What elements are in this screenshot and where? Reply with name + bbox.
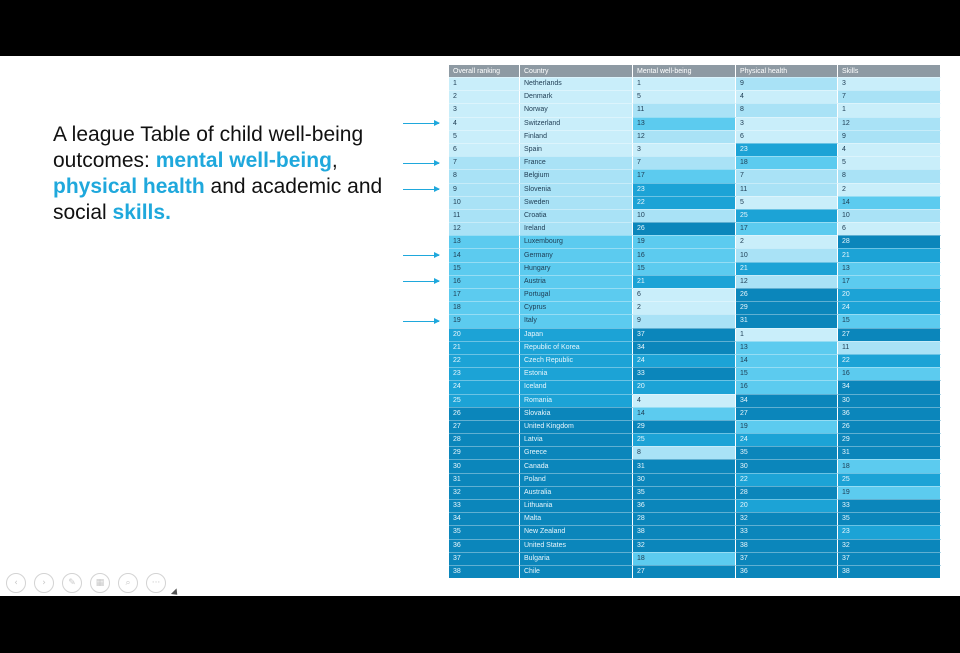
physical-cell: 16 xyxy=(736,380,838,393)
rank-cell: 6 xyxy=(449,143,520,156)
mental-cell: 27 xyxy=(633,565,736,578)
mental-cell: 25 xyxy=(633,433,736,446)
physical-cell: 29 xyxy=(736,301,838,314)
skills-cell: 7 xyxy=(838,90,941,103)
country-cell: Switzerland xyxy=(520,117,633,130)
rank-cell: 36 xyxy=(449,539,520,552)
skills-cell: 30 xyxy=(838,394,941,407)
country-cell: Belgium xyxy=(520,169,633,182)
mental-cell: 4 xyxy=(633,394,736,407)
rank-cell: 15 xyxy=(449,262,520,275)
country-cell: Japan xyxy=(520,328,633,341)
rank-cell: 11 xyxy=(449,209,520,222)
physical-cell: 28 xyxy=(736,486,838,499)
table-row xyxy=(449,459,941,472)
mental-cell: 6 xyxy=(633,288,736,301)
skills-cell: 32 xyxy=(838,539,941,552)
table-row xyxy=(449,275,941,288)
skills-cell: 21 xyxy=(838,248,941,261)
physical-cell: 33 xyxy=(736,525,838,538)
arrow-icon xyxy=(403,163,439,164)
mental-cell: 20 xyxy=(633,380,736,393)
table-row xyxy=(449,222,941,235)
physical-cell: 22 xyxy=(736,473,838,486)
country-cell: New Zealand xyxy=(520,525,633,538)
country-cell: Spain xyxy=(520,143,633,156)
rank-cell: 28 xyxy=(449,433,520,446)
title-highlight-mental: mental well-being xyxy=(155,149,332,172)
rank-cell: 35 xyxy=(449,525,520,538)
skills-cell: 5 xyxy=(838,156,941,169)
header-country: Country xyxy=(520,65,633,77)
table-row xyxy=(449,235,941,248)
rank-cell: 20 xyxy=(449,328,520,341)
rank-cell: 31 xyxy=(449,473,520,486)
physical-cell: 25 xyxy=(736,209,838,222)
country-cell: Norway xyxy=(520,103,633,116)
physical-cell: 35 xyxy=(736,446,838,459)
table-row xyxy=(449,209,941,222)
country-cell: Latvia xyxy=(520,433,633,446)
country-cell: Czech Republic xyxy=(520,354,633,367)
more-options-icon[interactable]: ··· xyxy=(146,573,166,593)
skills-cell: 18 xyxy=(838,459,941,472)
skills-cell: 34 xyxy=(838,380,941,393)
country-cell: Slovenia xyxy=(520,183,633,196)
physical-cell: 26 xyxy=(736,288,838,301)
mental-cell: 28 xyxy=(633,512,736,525)
physical-cell: 18 xyxy=(736,156,838,169)
title-highlight-physical: physical health xyxy=(53,175,205,198)
mental-cell: 29 xyxy=(633,420,736,433)
physical-cell: 5 xyxy=(736,196,838,209)
mental-cell: 18 xyxy=(633,552,736,565)
mental-cell: 37 xyxy=(633,328,736,341)
physical-cell: 9 xyxy=(736,77,838,90)
rank-cell: 22 xyxy=(449,354,520,367)
country-cell: United States xyxy=(520,539,633,552)
mental-cell: 15 xyxy=(633,262,736,275)
header-overall-ranking: Overall ranking xyxy=(449,65,520,77)
skills-cell: 8 xyxy=(838,169,941,182)
physical-cell: 36 xyxy=(736,565,838,578)
skills-cell: 1 xyxy=(838,103,941,116)
header-mental-well-being: Mental well-being xyxy=(633,65,736,77)
physical-cell: 21 xyxy=(736,262,838,275)
table-row xyxy=(449,328,941,341)
table-row xyxy=(449,354,941,367)
title-text-3: and academic and social xyxy=(53,175,383,224)
rank-cell: 16 xyxy=(449,275,520,288)
rank-cell: 13 xyxy=(449,235,520,248)
skills-cell: 19 xyxy=(838,486,941,499)
country-cell: Denmark xyxy=(520,90,633,103)
country-cell: Croatia xyxy=(520,209,633,222)
skills-cell: 9 xyxy=(838,130,941,143)
country-cell: Australia xyxy=(520,486,633,499)
skills-cell: 24 xyxy=(838,301,941,314)
table-row xyxy=(449,525,941,538)
country-cell: Cyprus xyxy=(520,301,633,314)
mental-cell: 16 xyxy=(633,248,736,261)
mental-cell: 17 xyxy=(633,169,736,182)
country-cell: France xyxy=(520,156,633,169)
mental-cell: 1 xyxy=(633,77,736,90)
slides-grid-icon[interactable]: ▦ xyxy=(90,573,110,593)
country-cell: Portugal xyxy=(520,288,633,301)
mental-cell: 8 xyxy=(633,446,736,459)
title-text-1: A league Table of child well-being outcomes: xyxy=(53,123,364,172)
slide-title xyxy=(53,122,398,226)
country-cell: Hungary xyxy=(520,262,633,275)
country-cell: Italy xyxy=(520,314,633,327)
country-cell: Sweden xyxy=(520,196,633,209)
table-row xyxy=(449,196,941,209)
rank-cell: 38 xyxy=(449,565,520,578)
physical-cell: 27 xyxy=(736,407,838,420)
table-row xyxy=(449,314,941,327)
mental-cell: 31 xyxy=(633,459,736,472)
table-row xyxy=(449,183,941,196)
mental-cell: 12 xyxy=(633,130,736,143)
league-table xyxy=(449,65,941,578)
mental-cell: 3 xyxy=(633,143,736,156)
zoom-icon[interactable]: ⌕ xyxy=(118,573,138,593)
rank-cell: 34 xyxy=(449,512,520,525)
rank-cell: 5 xyxy=(449,130,520,143)
rank-cell: 14 xyxy=(449,248,520,261)
table-row xyxy=(449,539,941,552)
table-row xyxy=(449,394,941,407)
skills-cell: 13 xyxy=(838,262,941,275)
rank-cell: 19 xyxy=(449,314,520,327)
skills-cell: 10 xyxy=(838,209,941,222)
skills-cell: 2 xyxy=(838,183,941,196)
skills-cell: 12 xyxy=(838,117,941,130)
skills-cell: 3 xyxy=(838,77,941,90)
mental-cell: 11 xyxy=(633,103,736,116)
skills-cell: 26 xyxy=(838,420,941,433)
skills-cell: 25 xyxy=(838,473,941,486)
table-row xyxy=(449,420,941,433)
country-cell: Romania xyxy=(520,394,633,407)
country-cell: Ireland xyxy=(520,222,633,235)
physical-cell: 8 xyxy=(736,103,838,116)
table-row xyxy=(449,473,941,486)
mental-cell: 35 xyxy=(633,486,736,499)
rank-cell: 9 xyxy=(449,183,520,196)
rank-cell: 18 xyxy=(449,301,520,314)
skills-cell: 33 xyxy=(838,499,941,512)
physical-cell: 13 xyxy=(736,341,838,354)
mental-cell: 19 xyxy=(633,235,736,248)
table-row xyxy=(449,367,941,380)
country-cell: Canada xyxy=(520,459,633,472)
table-row xyxy=(449,499,941,512)
country-cell: Slovakia xyxy=(520,407,633,420)
country-cell: Finland xyxy=(520,130,633,143)
skills-cell: 27 xyxy=(838,328,941,341)
physical-cell: 12 xyxy=(736,275,838,288)
physical-cell: 6 xyxy=(736,130,838,143)
skills-cell: 4 xyxy=(838,143,941,156)
country-cell: Bulgaria xyxy=(520,552,633,565)
physical-cell: 10 xyxy=(736,248,838,261)
table-row xyxy=(449,169,941,182)
table-row xyxy=(449,407,941,420)
mental-cell: 9 xyxy=(633,314,736,327)
skills-cell: 28 xyxy=(838,235,941,248)
header-physical-health: Physical health xyxy=(736,65,838,77)
skills-cell: 15 xyxy=(838,314,941,327)
rank-cell: 21 xyxy=(449,341,520,354)
rank-cell: 33 xyxy=(449,499,520,512)
country-cell: Poland xyxy=(520,473,633,486)
rank-cell: 30 xyxy=(449,459,520,472)
arrow-icon xyxy=(403,123,439,124)
skills-cell: 14 xyxy=(838,196,941,209)
table-row xyxy=(449,433,941,446)
country-cell: Netherlands xyxy=(520,77,633,90)
table-row xyxy=(449,77,941,90)
rank-cell: 17 xyxy=(449,288,520,301)
table-row xyxy=(449,301,941,314)
country-cell: Germany xyxy=(520,248,633,261)
skills-cell: 29 xyxy=(838,433,941,446)
physical-cell: 2 xyxy=(736,235,838,248)
rank-cell: 27 xyxy=(449,420,520,433)
table-row xyxy=(449,565,941,578)
skills-cell: 16 xyxy=(838,367,941,380)
physical-cell: 37 xyxy=(736,552,838,565)
mental-cell: 34 xyxy=(633,341,736,354)
mouse-cursor-icon xyxy=(171,588,180,596)
skills-cell: 20 xyxy=(838,288,941,301)
mental-cell: 5 xyxy=(633,90,736,103)
rank-cell: 2 xyxy=(449,90,520,103)
physical-cell: 24 xyxy=(736,433,838,446)
arrow-icon xyxy=(403,321,439,322)
skills-cell: 36 xyxy=(838,407,941,420)
table-row xyxy=(449,90,941,103)
country-cell: Malta xyxy=(520,512,633,525)
rank-cell: 4 xyxy=(449,117,520,130)
mental-cell: 36 xyxy=(633,499,736,512)
table-row xyxy=(449,486,941,499)
table-row xyxy=(449,380,941,393)
mental-cell: 2 xyxy=(633,301,736,314)
skills-cell: 38 xyxy=(838,565,941,578)
country-cell: Chile xyxy=(520,565,633,578)
physical-cell: 20 xyxy=(736,499,838,512)
physical-cell: 17 xyxy=(736,222,838,235)
physical-cell: 38 xyxy=(736,539,838,552)
table-row xyxy=(449,248,941,261)
rank-cell: 1 xyxy=(449,77,520,90)
table-row xyxy=(449,288,941,301)
skills-cell: 17 xyxy=(838,275,941,288)
physical-cell: 14 xyxy=(736,354,838,367)
table-row xyxy=(449,512,941,525)
skills-cell: 35 xyxy=(838,512,941,525)
country-cell: Republic of Korea xyxy=(520,341,633,354)
mental-cell: 13 xyxy=(633,117,736,130)
country-cell: Luxembourg xyxy=(520,235,633,248)
mental-cell: 7 xyxy=(633,156,736,169)
rank-cell: 12 xyxy=(449,222,520,235)
rank-cell: 23 xyxy=(449,367,520,380)
country-cell: Greece xyxy=(520,446,633,459)
physical-cell: 19 xyxy=(736,420,838,433)
mental-cell: 26 xyxy=(633,222,736,235)
rank-cell: 26 xyxy=(449,407,520,420)
table-row xyxy=(449,143,941,156)
table-row xyxy=(449,446,941,459)
table-row xyxy=(449,156,941,169)
header-skills: Skills xyxy=(838,65,941,77)
mental-cell: 21 xyxy=(633,275,736,288)
physical-cell: 31 xyxy=(736,314,838,327)
country-cell: Austria xyxy=(520,275,633,288)
rank-cell: 8 xyxy=(449,169,520,182)
title-highlight-skills: skills. xyxy=(112,201,171,224)
physical-cell: 4 xyxy=(736,90,838,103)
table-row xyxy=(449,341,941,354)
rank-cell: 24 xyxy=(449,380,520,393)
mental-cell: 32 xyxy=(633,539,736,552)
rank-cell: 32 xyxy=(449,486,520,499)
slide xyxy=(0,56,960,596)
physical-cell: 32 xyxy=(736,512,838,525)
rank-cell: 7 xyxy=(449,156,520,169)
physical-cell: 30 xyxy=(736,459,838,472)
mental-cell: 22 xyxy=(633,196,736,209)
skills-cell: 31 xyxy=(838,446,941,459)
skills-cell: 22 xyxy=(838,354,941,367)
country-cell: United Kingdom xyxy=(520,420,633,433)
physical-cell: 23 xyxy=(736,143,838,156)
physical-cell: 15 xyxy=(736,367,838,380)
mental-cell: 10 xyxy=(633,209,736,222)
physical-cell: 7 xyxy=(736,169,838,182)
skills-cell: 11 xyxy=(838,341,941,354)
title-text-2: , xyxy=(331,149,338,172)
mental-cell: 14 xyxy=(633,407,736,420)
rank-cell: 10 xyxy=(449,196,520,209)
table-row xyxy=(449,130,941,143)
physical-cell: 34 xyxy=(736,394,838,407)
mental-cell: 33 xyxy=(633,367,736,380)
mental-cell: 23 xyxy=(633,183,736,196)
table-row xyxy=(449,103,941,116)
skills-cell: 6 xyxy=(838,222,941,235)
rank-cell: 25 xyxy=(449,394,520,407)
table-header-row xyxy=(449,65,941,77)
physical-cell: 3 xyxy=(736,117,838,130)
mental-cell: 24 xyxy=(633,354,736,367)
table-row xyxy=(449,117,941,130)
arrow-icon xyxy=(403,255,439,256)
next-slide-icon[interactable]: › xyxy=(34,573,54,593)
skills-cell: 37 xyxy=(838,552,941,565)
pen-icon[interactable]: ✎ xyxy=(62,573,82,593)
rank-cell: 29 xyxy=(449,446,520,459)
rank-cell: 3 xyxy=(449,103,520,116)
country-cell: Lithuania xyxy=(520,499,633,512)
arrow-icon xyxy=(403,281,439,282)
rank-cell: 37 xyxy=(449,552,520,565)
table-row xyxy=(449,262,941,275)
previous-slide-icon[interactable]: ‹ xyxy=(6,573,26,593)
country-cell: Iceland xyxy=(520,380,633,393)
country-cell: Estonia xyxy=(520,367,633,380)
skills-cell: 23 xyxy=(838,525,941,538)
physical-cell: 11 xyxy=(736,183,838,196)
table-row xyxy=(449,552,941,565)
slide-controls xyxy=(6,573,166,593)
physical-cell: 1 xyxy=(736,328,838,341)
mental-cell: 38 xyxy=(633,525,736,538)
arrow-icon xyxy=(403,189,439,190)
mental-cell: 30 xyxy=(633,473,736,486)
